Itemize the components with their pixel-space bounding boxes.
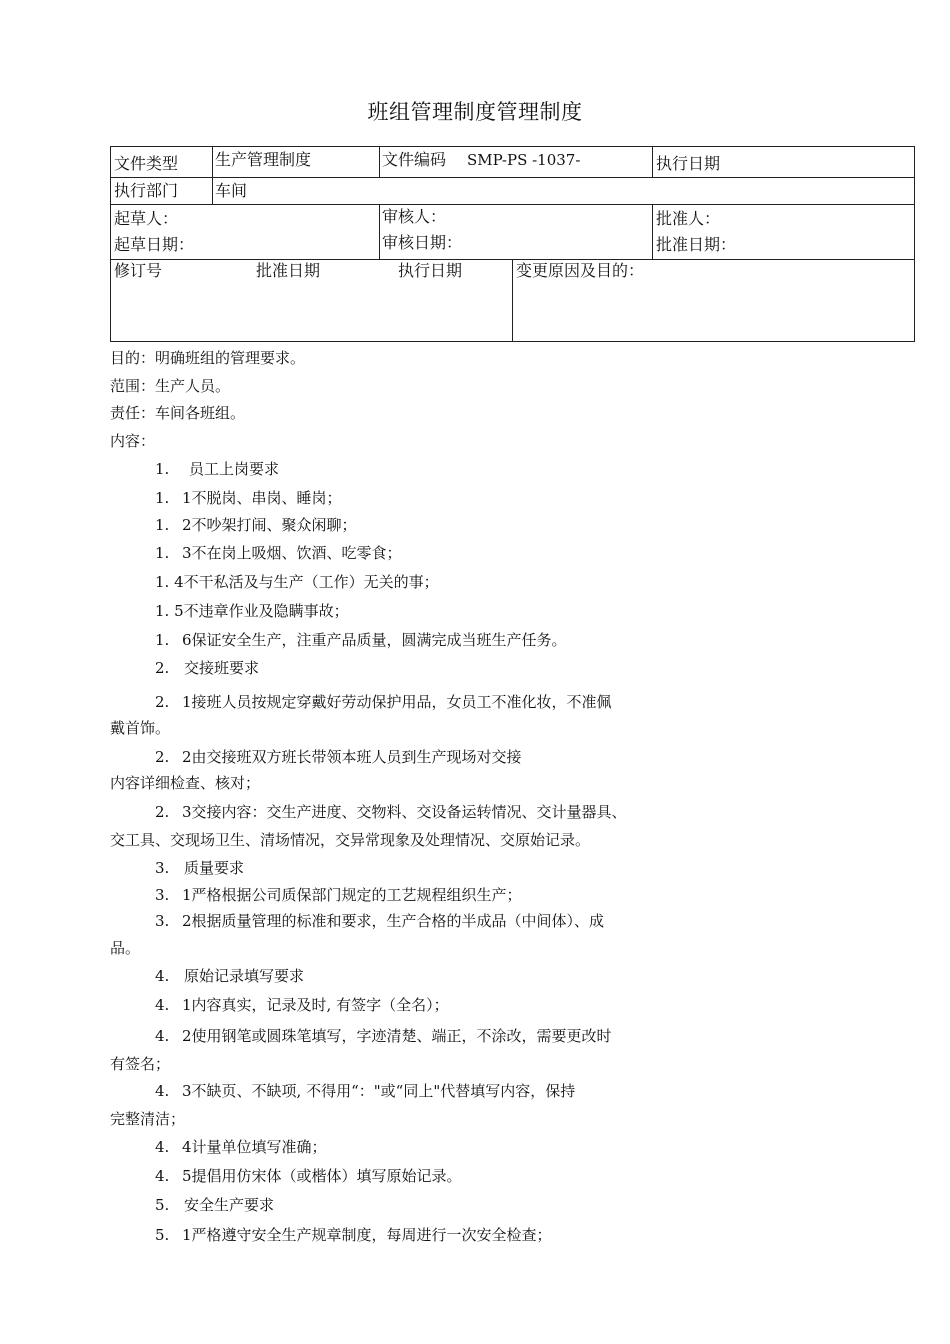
table-rule	[379, 147, 380, 177]
list-item-continuation: 有签名；	[110, 1055, 171, 1073]
doc-code-value: SMP-PS -1037-	[467, 151, 581, 169]
list-item-continuation: 品。	[110, 939, 141, 957]
doc-code-label: 文件编码	[382, 150, 447, 169]
list-item: 3. 1严格根据公司质保部门规定的工艺规程组织生产；	[155, 886, 522, 904]
scope-line: 范围：生产人员。	[110, 377, 231, 395]
list-item: 3. 2根据质量管理的标准和要求，生产合格的半成品（中间体）、成	[155, 912, 605, 930]
approve-date-label: 批准日期：	[656, 235, 737, 254]
table-rule	[652, 147, 653, 177]
list-item: 1. 3不在岗上吸烟、饮酒、吃零食；	[155, 544, 402, 562]
content-label: 内容：	[110, 432, 156, 450]
approver-label: 批准人：	[656, 209, 721, 228]
list-item: 4. 3不缺页、不缺项, 不得用“："或“同上"代替填写内容，保持	[155, 1082, 576, 1100]
review-date-label: 审核日期：	[382, 233, 463, 252]
list-item: 1. 5不违章作业及隐瞒事故；	[155, 602, 349, 620]
dept-label: 执行部门	[114, 181, 179, 200]
list-item: 3. 质量要求	[155, 859, 245, 877]
list-item: 2. 2由交接班双方班长带领本班人员到生产现场对交接	[155, 748, 522, 766]
list-item: 4. 1内容真实，记录及时, 有签字（全名）；	[155, 996, 449, 1014]
table-rule	[512, 259, 513, 341]
table-rule	[212, 147, 213, 204]
table-rule	[111, 204, 914, 205]
page-title: 班组管理制度管理制度	[367, 100, 583, 124]
list-item: 1. 6保证安全生产，注重产品质量，圆满完成当班生产任务。	[155, 631, 567, 649]
list-item-continuation: 内容详细检查、核对；	[110, 774, 261, 792]
list-item: 4. 5提倡用仿宋体（或楷体）填写原始记录。	[155, 1167, 462, 1185]
responsibility-line: 责任：车间各班组。	[110, 404, 246, 422]
list-item: 4. 原始记录填写要求	[155, 967, 305, 985]
document-info-table	[110, 146, 915, 342]
list-item: 1. 4不干私活及与生产（工作）无关的事；	[155, 573, 439, 591]
revision-approve-date-label: 批准日期	[256, 261, 321, 280]
dept-value: 车间	[215, 181, 248, 200]
list-item: 5. 安全生产要求	[155, 1196, 275, 1214]
revision-no-label: 修订号	[114, 261, 163, 280]
list-item-continuation: 戴首饰。	[110, 719, 171, 737]
list-item: 5. 1严格遵守安全生产规章制度，每周进行一次安全检查；	[155, 1226, 552, 1244]
list-item: 1. 1不脱岗、串岗、睡岗；	[155, 489, 342, 507]
table-rule	[379, 204, 380, 259]
list-item: 4. 2使用钢笔或圆珠笔填写，字迹清楚、端正，不涂改，需要更改时	[155, 1027, 612, 1045]
list-item: 2. 3交接内容：交生产进度、交物料、交设备运转情况、交计量器具、	[155, 803, 627, 821]
revision-exec-date-label: 执行日期	[398, 261, 463, 280]
change-reason-label: 变更原因及目的：	[516, 261, 645, 280]
list-item: 4. 4计量单位填写准确；	[155, 1138, 327, 1156]
reviewer-label: 审核人：	[382, 207, 447, 226]
purpose-line: 目的：明确班组的管理要求。	[110, 349, 306, 367]
list-item: 2. 交接班要求	[155, 659, 260, 677]
table-rule	[111, 177, 914, 178]
list-item-continuation: 完整清洁；	[110, 1110, 186, 1128]
doc-type-value: 生产管理制度	[215, 150, 312, 169]
list-item-continuation: 交工具、交现场卫生、清场情况，交异常现象及处理情况、交原始记录。	[110, 831, 591, 849]
list-item: 1. 员工上岗要求	[155, 460, 280, 478]
draft-date-label: 起草日期：	[114, 235, 195, 254]
table-rule	[652, 204, 653, 259]
list-item: 2. 1接班人员按规定穿戴好劳动保护用品，女员工不准化妆，不准佩	[155, 693, 612, 711]
exec-date-label: 执行日期	[656, 154, 721, 173]
list-item: 1. 2不吵架打闹、聚众闲聊；	[155, 516, 357, 534]
doc-type-label: 文件类型	[114, 154, 179, 173]
drafter-label: 起草人：	[114, 209, 179, 228]
